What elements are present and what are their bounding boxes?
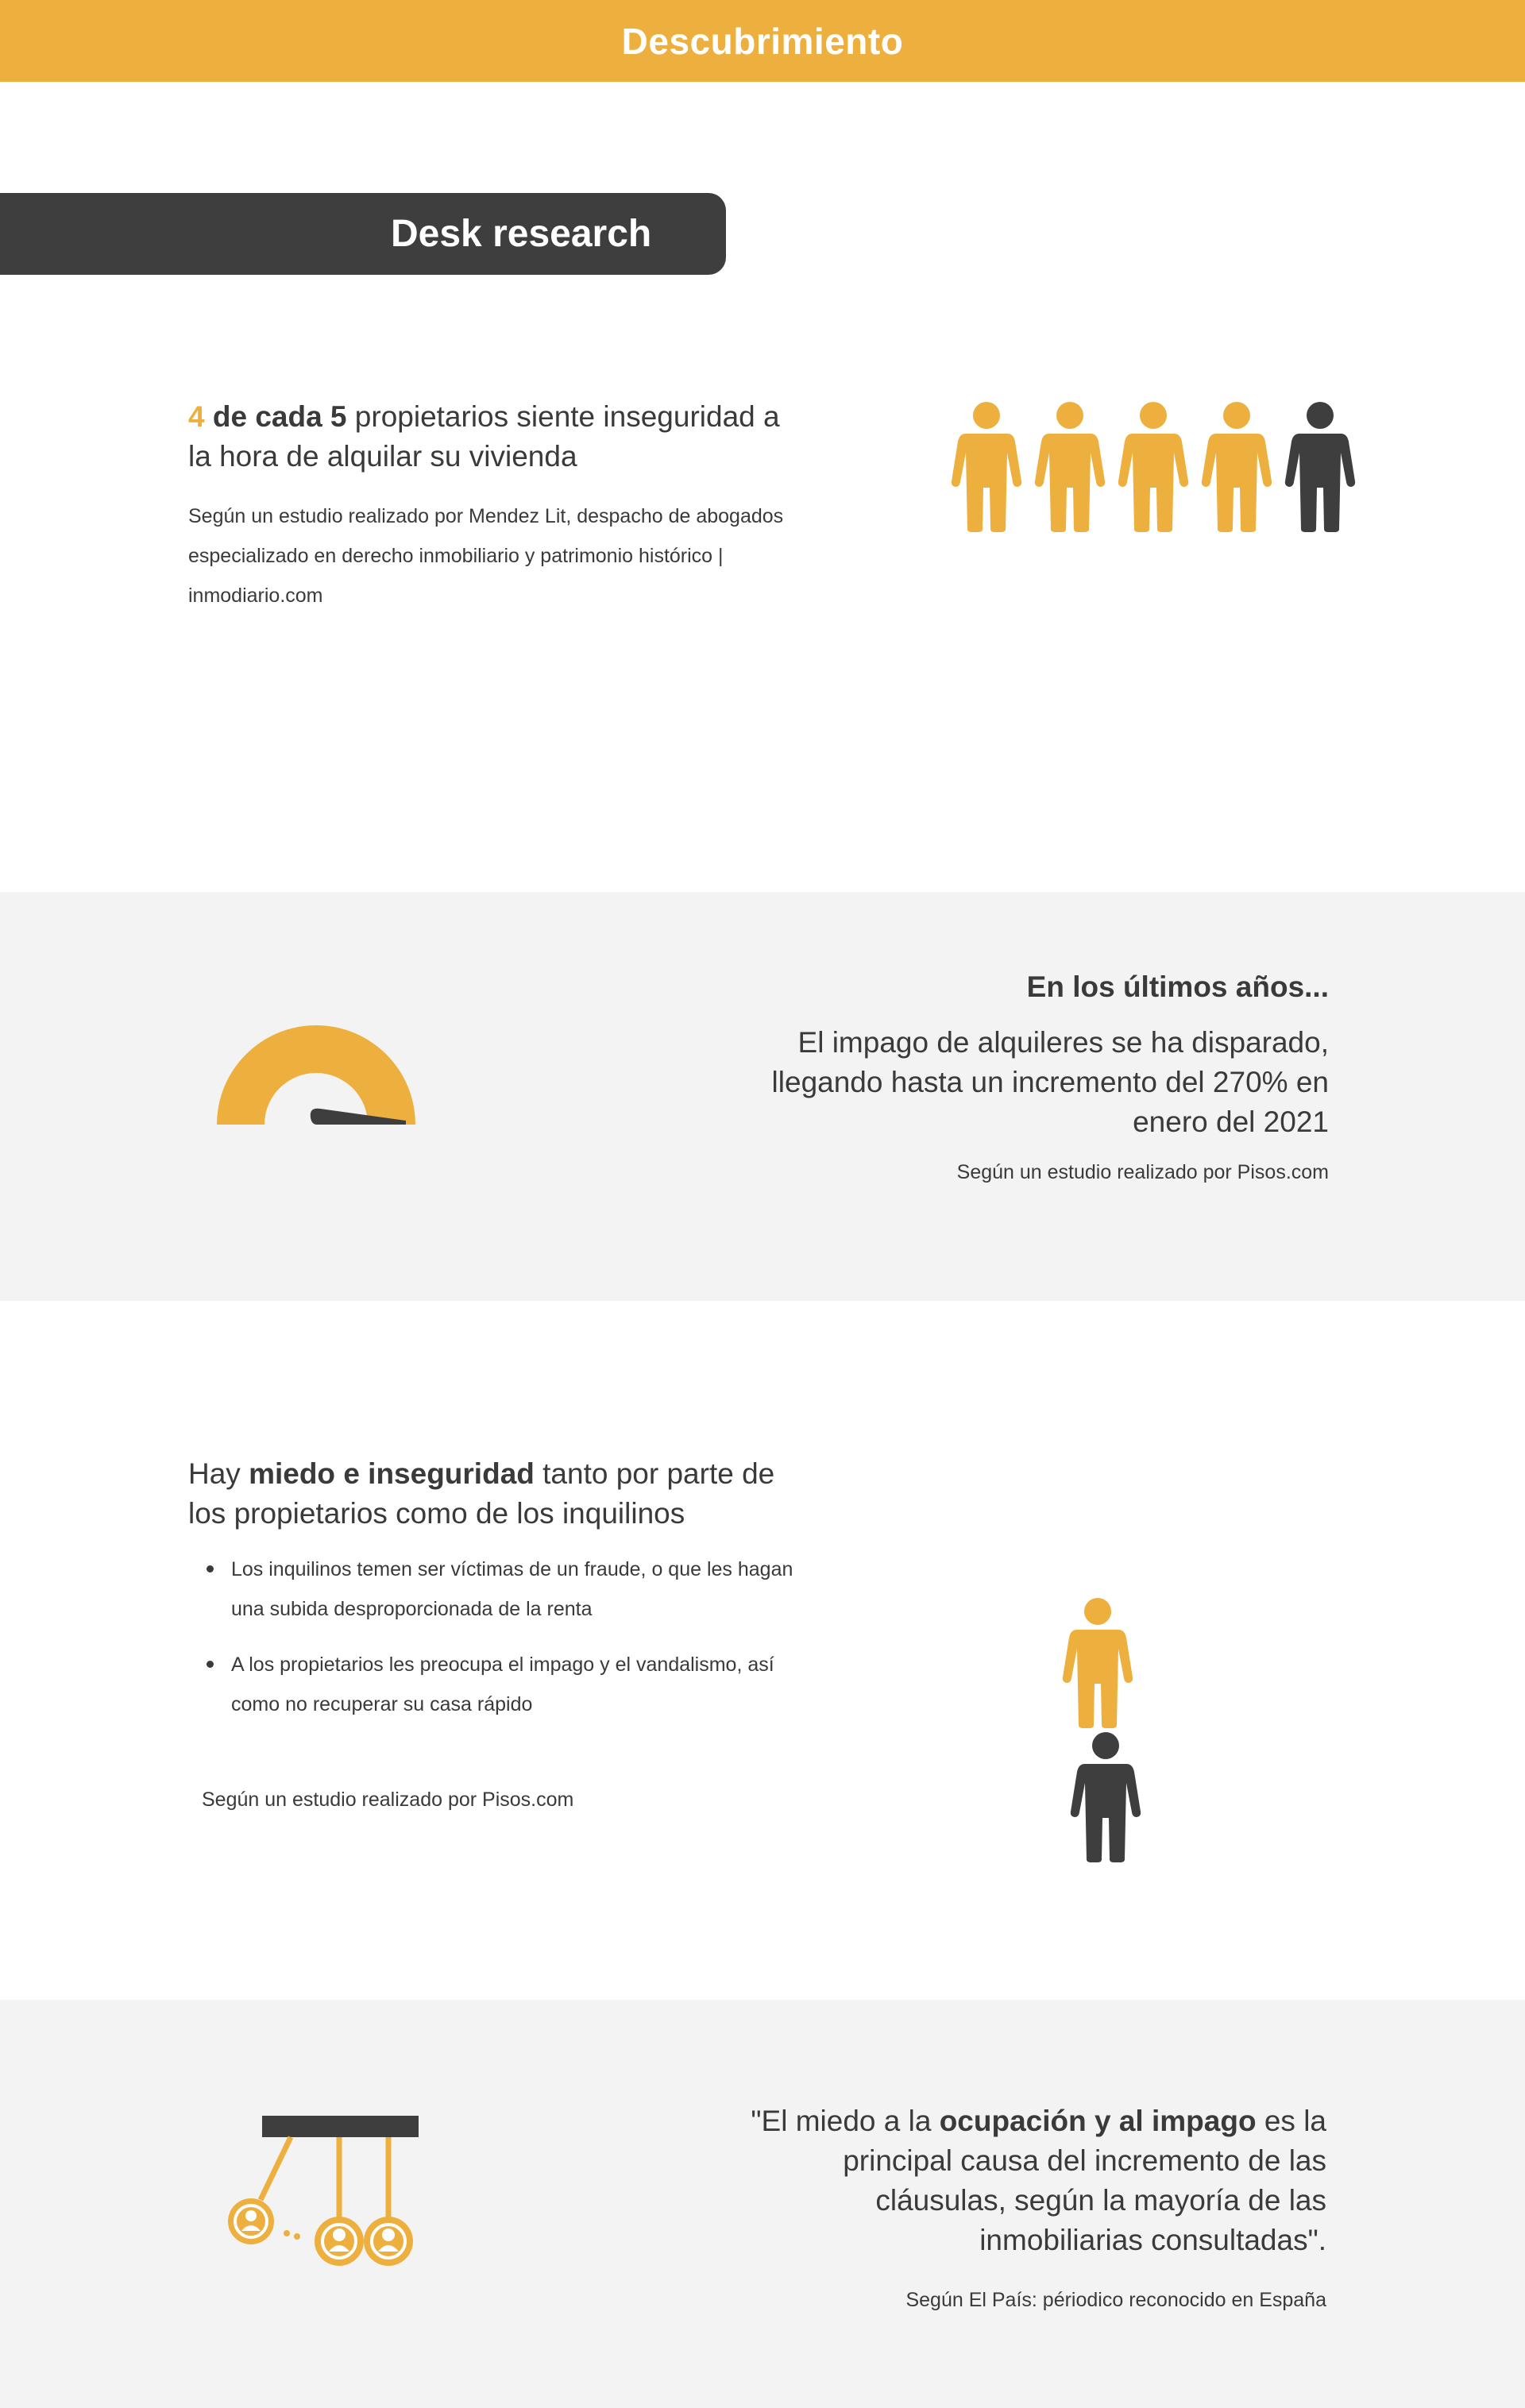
stat1-people-icons <box>950 402 1357 532</box>
stat3-source: Según un estudio realizado por Pisos.com <box>202 1789 574 1811</box>
person-icon <box>1117 402 1190 532</box>
stat1-text: propietarios siente inseguridad a la hora de alquilar su vivienda <box>188 400 780 473</box>
stat2-text-block <box>691 967 1329 1192</box>
section-tab-label: Desk research <box>391 213 652 255</box>
person-icon <box>1284 402 1357 532</box>
stat3-lead-end: tanto por parte de los propietarios como de los inquilinos <box>188 1457 775 1530</box>
stat3-text-block <box>188 1454 808 1820</box>
section-tab <box>0 193 726 275</box>
person-icon <box>1200 402 1273 532</box>
stat3-bullet-list <box>188 1549 808 1724</box>
newtons-cradle-icon <box>221 2114 427 2268</box>
stat3-lead-bold: miedo e inseguridad <box>249 1457 535 1490</box>
stat4-quote-end: es la principal causa del incremento de las cláusulas, según la mayoría de las inmobiliarias consultadas". <box>843 2105 1326 2256</box>
stat2-heading: En los últimos años... <box>1026 971 1329 1003</box>
header-title: Descubrimiento <box>621 20 904 62</box>
person-icon <box>1061 1598 1134 1728</box>
person-icon <box>1033 402 1106 532</box>
gauge-icon <box>217 1025 415 1129</box>
stat4-quote <box>715 2101 1326 2260</box>
stat3-people-icons <box>1061 1598 1214 1728</box>
stat1-highlight-number: 4 <box>188 400 205 433</box>
stat4-source: Según El País: périodico reconocido en España <box>905 2289 1326 2311</box>
stat3-bullet: A los propietarios les preocupa el impago y el vandalismo, así como no recuperar su casa rápido <box>231 1645 808 1724</box>
stat1-text-block <box>188 397 808 616</box>
stat2-text: El impago de alquileres se ha disparado, llegando hasta un incremento del 270% en enero del 2021 <box>771 1026 1329 1138</box>
stat2-source: Según un estudio realizado por Pisos.com <box>956 1161 1329 1183</box>
stat3-bullet: Los inquilinos temen ser víctimas de un fraude, o que les hagan una subida desproporcionada de la renta <box>231 1549 808 1629</box>
stat1-source: Según un estudio realizado por Mendez Lit, despacho de abogados especializado en derecho inmobiliario y patrimonio histórico | inmodiario.com <box>188 505 784 607</box>
stat1-highlight-rest: de cada 5 <box>204 400 347 433</box>
stat4-quote-start: "El miedo a la <box>751 2105 940 2137</box>
person-icon <box>1069 1732 1142 1862</box>
stat1-headline <box>188 397 808 477</box>
stat3-lead-start: Hay <box>188 1457 249 1490</box>
stat4-quote-bold: ocupación y al impago <box>939 2105 1257 2137</box>
page-header <box>0 0 1525 82</box>
stat4-text-block <box>715 2101 1326 2320</box>
stat3-lead <box>188 1454 808 1534</box>
person-icon <box>950 402 1023 532</box>
